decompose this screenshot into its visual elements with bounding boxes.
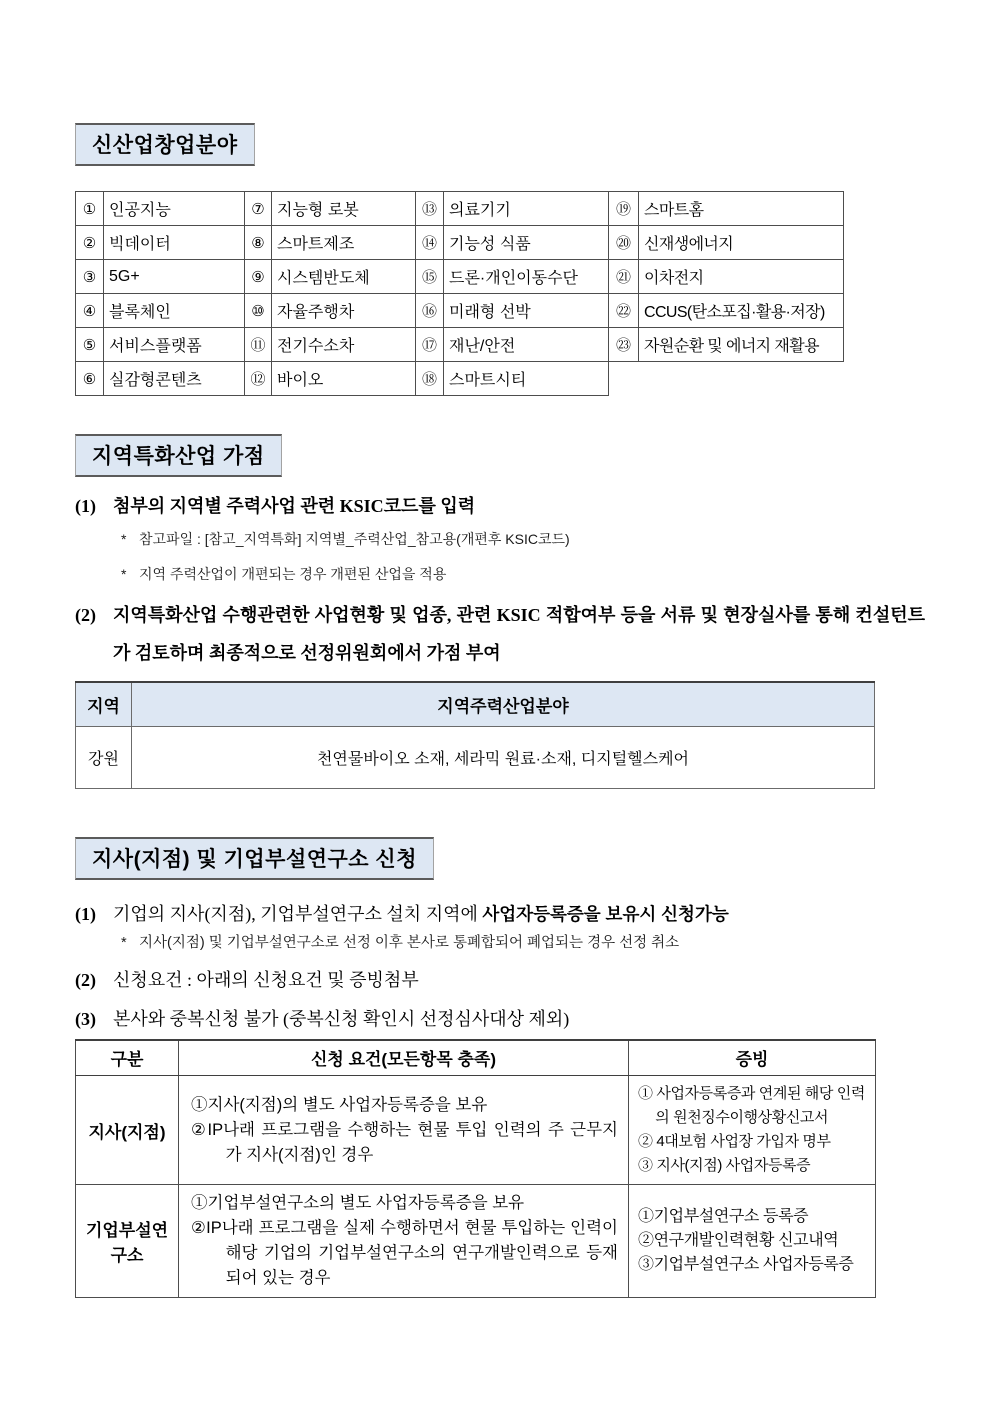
- item-text: 첨부의 지역별 주력사업 관련 KSIC코드를 입력: [113, 496, 476, 516]
- empty-cell: [639, 362, 844, 396]
- category-cell: 지사(지점): [76, 1076, 179, 1185]
- note-line: [121, 530, 925, 549]
- item-text: 본사와 중복신청 불가 (중복신청 확인시 선정심사대상 제외): [113, 1008, 570, 1029]
- list-item: [75, 494, 925, 518]
- field-number: ⑪: [245, 328, 272, 362]
- table-row: [76, 362, 844, 396]
- field-number: ⑯: [416, 294, 444, 328]
- requirements-column-header: 신청 요건(모든항목 충족): [179, 1040, 629, 1076]
- list-item: [75, 902, 925, 926]
- region-column-header: 지역: [76, 682, 132, 726]
- table-row: [76, 260, 844, 294]
- field-label: 의료기기: [444, 192, 609, 226]
- field-number: ①: [76, 192, 104, 226]
- note-text: 지역 주력산업이 개편되는 경우 개편된 산업을 적용: [139, 566, 447, 582]
- list-item: [75, 1007, 925, 1031]
- field-label: 스마트제조: [272, 226, 416, 260]
- empty-cell: [609, 362, 639, 396]
- item-number: (1): [75, 903, 96, 924]
- field-label: 빅데이터: [104, 226, 245, 260]
- branch-requirements-table: [75, 1039, 876, 1299]
- field-label: 지능형 로봇: [272, 192, 416, 226]
- requirement-item: ①기업부설연구소의 별도 사업자등록증을 보유: [191, 1194, 525, 1212]
- document-content: [75, 0, 925, 1298]
- table-row: [76, 726, 875, 788]
- field-number: ⑭: [416, 226, 444, 260]
- item-text: 신청요건 : 아래의 신청요건 및 증빙첨부: [113, 969, 419, 990]
- field-label: 이차전지: [639, 260, 844, 294]
- field-number: ⑫: [245, 362, 272, 396]
- evidence-item: ① 사업자등록증과 연계된 해당 인력의 원천징수이행상황신고서: [638, 1085, 865, 1126]
- field-label: 드론·개인이동수단: [444, 260, 609, 294]
- field-label: CCUS(탄소포집·활용·저장): [639, 294, 844, 328]
- item-text-normal: 기업의 지사(지점), 기업부설연구소 설치 지역에: [113, 903, 483, 924]
- item-number: (2): [75, 969, 96, 990]
- requirements-cell: [179, 1185, 629, 1298]
- category-cell: 기업부설연구소: [76, 1185, 179, 1298]
- evidence-cell: [629, 1185, 876, 1298]
- table-row: [76, 226, 844, 260]
- field-label: 시스템반도체: [272, 260, 416, 294]
- field-label: 스마트홈: [639, 192, 844, 226]
- section-title-new-industry: 신산업창업분야: [75, 123, 255, 166]
- field-number: ⑲: [609, 192, 639, 226]
- note-line: [121, 934, 925, 953]
- field-label: 5G+: [104, 260, 245, 294]
- field-label: 스마트시티: [444, 362, 609, 396]
- field-label: 재난/안전: [444, 328, 609, 362]
- section-title-branch-application: 지사(지점) 및 기업부설연구소 신청: [75, 837, 434, 880]
- field-label: 신재생에너지: [639, 226, 844, 260]
- field-number: ⑨: [245, 260, 272, 294]
- field-number: ㉓: [609, 328, 639, 362]
- field-number: ㉒: [609, 294, 639, 328]
- field-label: 미래형 선박: [444, 294, 609, 328]
- section-title-regional-bonus: 지역특화산업 가점: [75, 434, 282, 477]
- field-label: 기능성 식품: [444, 226, 609, 260]
- evidence-item: ③기업부설연구소 사업자등록증: [638, 1256, 854, 1273]
- field-number: ⑬: [416, 192, 444, 226]
- evidence-item: ②연구개발인력현황 신고내역: [638, 1232, 839, 1249]
- note-line: [121, 565, 925, 584]
- industries-cell: 천연물바이오 소재, 세라믹 원료·소재, 디지털헬스케어: [132, 726, 875, 788]
- evidence-item: ①기업부설연구소 등록증: [638, 1208, 809, 1225]
- evidence-column-header: 증빙: [629, 1040, 876, 1076]
- item-number: (1): [75, 496, 96, 516]
- item-text: 지역특화산업 수행관련한 사업현황 및 업종, 관련 KSIC 적합여부 등을 서류 및 현장실사를 통해 컨설턴트가 검토하며 최종적으로 선정위원회에서 가점 부여: [113, 605, 925, 663]
- field-label: 서비스플랫폼: [104, 328, 245, 362]
- requirement-item: ②IP나래 프로그램을 수행하는 현물 투입 인력의 주 근무지가 지사(지점)인 경우: [191, 1120, 618, 1164]
- field-label: 블록체인: [104, 294, 245, 328]
- requirement-item: ①지사(지점)의 별도 사업자등록증을 보유: [191, 1095, 488, 1114]
- field-label: 실감형콘텐츠: [104, 362, 245, 396]
- field-label: 자원순환 및 에너지 재활용: [639, 328, 844, 362]
- field-label: 바이오: [272, 362, 416, 396]
- field-label: 전기수소차: [272, 328, 416, 362]
- category-column-header: 구분: [76, 1040, 179, 1076]
- field-number: ⑩: [245, 294, 272, 328]
- field-number: ㉑: [609, 260, 639, 294]
- note-bullet: *: [121, 531, 127, 547]
- list-item: [75, 596, 925, 672]
- regional-industry-table: [75, 681, 875, 789]
- field-number: ⑰: [416, 328, 444, 362]
- industry-column-header: 지역주력산업분야: [132, 682, 875, 726]
- field-number: ⑱: [416, 362, 444, 396]
- field-number: ⑳: [609, 226, 639, 260]
- note-bullet: *: [121, 934, 127, 951]
- table-row: [76, 294, 844, 328]
- evidence-cell: [629, 1076, 876, 1185]
- field-number: ④: [76, 294, 104, 328]
- field-number: ⑤: [76, 328, 104, 362]
- note-bullet: *: [121, 566, 127, 582]
- new-industry-fields-table: [75, 191, 844, 396]
- field-number: ②: [76, 226, 104, 260]
- item-text-bold: 사업자등록증을 보유시 신청가능: [482, 903, 729, 924]
- table-row: [76, 328, 844, 362]
- note-text: 지사(지점) 및 기업부설연구소로 선정 이후 본사로 통폐합되어 폐업되는 경우 선정 취소: [139, 934, 680, 951]
- list-item: [75, 968, 925, 992]
- item-text: [113, 902, 925, 926]
- table-row: [76, 192, 844, 226]
- table-row-research-institute: [76, 1185, 876, 1298]
- field-label: 자율주행차: [272, 294, 416, 328]
- evidence-item: ② 4대보험 사업장 가입자 명부: [638, 1133, 831, 1150]
- table-row-branch: [76, 1076, 876, 1185]
- requirements-cell: [179, 1076, 629, 1185]
- field-number: ⑦: [245, 192, 272, 226]
- field-number: ⑮: [416, 260, 444, 294]
- evidence-item: ③ 지사(지점) 사업자등록증: [638, 1157, 811, 1174]
- requirement-item: ②IP나래 프로그램을 실제 수행하면서 현물 투입하는 인력이 해당 기업의 기업부설연구소의 연구개발인력으로 등재되어 있는 경우: [191, 1219, 618, 1287]
- field-label: 인공지능: [104, 192, 245, 226]
- note-text: 참고파일 : [참고_지역특화] 지역별_주력산업_참고용(개편후 KSIC코드): [139, 531, 570, 547]
- field-number: ③: [76, 260, 104, 294]
- table-header-row: [76, 682, 875, 726]
- item-number: (3): [75, 1008, 96, 1029]
- table-header-row: [76, 1040, 876, 1076]
- item-number: (2): [75, 605, 96, 625]
- region-cell: 강원: [76, 726, 132, 788]
- field-number: ⑥: [76, 362, 104, 396]
- field-number: ⑧: [245, 226, 272, 260]
